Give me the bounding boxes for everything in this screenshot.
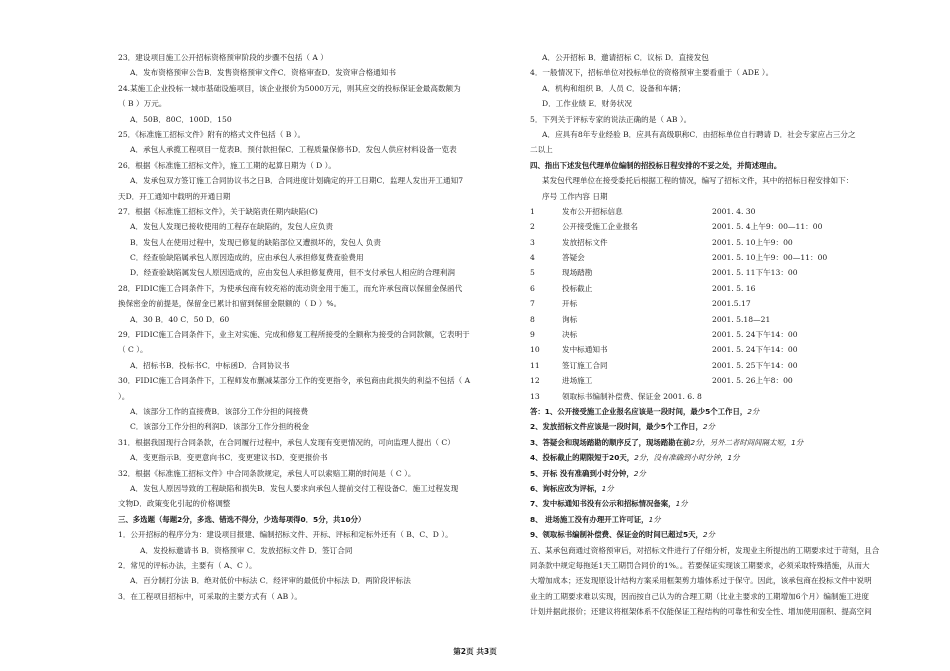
schedule-row [530, 389, 902, 404]
left_lines-line: C．该部分工作分担的利润D．该部分工作分担的税金 [130, 422, 309, 432]
section5-line: 业主的工期要求难以实现，因而按自己认为的合理工期（比业主要求的工期增加6个月）编制施工进度 [530, 591, 869, 601]
schedule-date: 2001. 5. 10上午9：00 [712, 237, 793, 247]
left_lines-line: A．该部分工作的直接费B．该部分工作分担的间接费 [130, 406, 309, 416]
answer-points: 1分 [648, 514, 661, 524]
right_lines-line: A．机构和组织 B．人员 C．设备和车辆； [542, 83, 686, 93]
answer-text: 6、询标应改为评标， [530, 483, 602, 493]
schedule-date: 2001. 5. 16 [712, 283, 756, 293]
schedule-number: 1 [530, 206, 535, 216]
answer-points: 2分 [702, 530, 715, 540]
answer-line [530, 496, 902, 511]
answer-line [530, 512, 902, 527]
schedule-item: 答疑会 [562, 253, 585, 263]
schedule-row [530, 296, 902, 311]
answer-line [530, 435, 902, 450]
schedule-number: 10 [530, 345, 540, 355]
answer-points: 2分 [702, 422, 715, 432]
schedule-number: 6 [530, 283, 535, 293]
left_lines-line: 28．FIDIC施工合同条件下，为使承包商有较充裕的流动资金用于施工，而允许承包商以保留金保函代 [118, 283, 463, 293]
schedule-item: 现场踏勘 [562, 268, 593, 278]
answer-text: 答：1、公开接受施工企业报名应该是一段时间，最少5个工作日， [530, 406, 748, 416]
schedule-number: 5 [530, 268, 535, 278]
right_lines-line: 5．下列关于评标专家的说法正确的是（ AB ）。 [530, 114, 692, 124]
left_lines-line: （ C ）。 [118, 345, 148, 355]
schedule-number: 7 [530, 299, 535, 309]
right_lines-line: 二以上 [530, 145, 553, 155]
left_lines-line: A．发包人发现已接收使用的工程存在缺陷的，发包人应负责 [130, 222, 333, 232]
schedule-item: 领取标书编制补偿费、保证金 2001. 6. 8 [562, 391, 702, 401]
right-column [530, 50, 902, 619]
page-footer: 第2页 共3页 [453, 647, 497, 656]
schedule-number: 13 [530, 391, 540, 401]
schedule-row [530, 373, 902, 388]
schedule-number: 3 [530, 237, 535, 247]
schedule-item: 决标 [562, 330, 578, 340]
answer-line [530, 404, 902, 419]
left_lines-line: 25．《标准施工招标文件》附有的格式文件包括（ B ）。 [118, 129, 306, 139]
left_lines-line: A．承包人承揽工程项目一览表B．预付款担保C．工程质量保修书D．发包人供应材料设备一览表 [130, 145, 457, 155]
schedule-item: 发放招标文件 [562, 237, 608, 247]
right_lines-line: A．应具有8年专业经验 B．应具有高级职称C．由招标单位自行聘请 D．社会专家应占三分之 [542, 129, 856, 139]
answer-text: 2、发放招标文件应该是一段时间，最少5个工作日， [530, 422, 703, 432]
answer-text: 3、答疑会和现场踏勘的顺序反了，现场踏勘在前 [530, 437, 691, 447]
section5-line: 大增加成本；还发现原设计结构方案采用框架剪力墙体系过于保守。因此，该承包商在投标文件中说明 [530, 576, 872, 586]
schedule-date: 2001. 5. 25下午14：00 [712, 360, 798, 370]
left_lines-line: 32．根据《标准施工招标文件》中合同条款规定，承包人可以索赔工期的时间是（ C ）。 [118, 468, 416, 478]
schedule-row [530, 312, 902, 327]
schedule-item: 进场施工 [562, 376, 593, 386]
left_lines-line: 23．建设项目施工公开招标资格预审阶段的步骤不包括（ A ） [118, 53, 328, 62]
left_lines-line: B．发包人在使用过程中，发现已修复的缺陷部位又遭损坏的，发包人 负责 [130, 237, 381, 247]
answer-points: 1分 [675, 499, 688, 509]
answer-line [530, 527, 902, 542]
answer-text: 5、开标 没有准确到小时分钟， [530, 468, 634, 478]
left_lines-line: 天D．开工通知中载明的开通日期 [118, 191, 231, 201]
left_lines-line: A．发承包双方签订施工合同协议书之日B．合同进度计划确定的开工日期C．监理人发出开工通知7 [130, 176, 464, 186]
left_lines-line: （ B ）万元。 [118, 99, 167, 109]
left_lines-line: A．变更指示B．变更意向书C．变更建议书D．变更报价书 [130, 453, 328, 463]
left_lines-line: 31．根据我国现行合同条款，在合同履行过程中，承包人发现有变更情况的，可向监理人提出（ C） [118, 437, 455, 447]
section5-line: 计划并据此报价；还建议将框架体系不仅能保证工程结构的可靠性和安全性、增加使用面积、提高空间 [530, 607, 872, 617]
schedule-row [530, 219, 902, 234]
schedule-item: 签订施工合同 [562, 360, 608, 370]
left_lines-line: 26．根据《标准施工招标文件》，施工工期的起算日期为（ D ）。 [118, 160, 337, 170]
left_lines-line: C．经查验缺陷属承包人原因造成的，应由承包人承担修复费查验费用 [130, 253, 364, 263]
schedule-item: 发布公开招标信息 [562, 206, 623, 216]
left_lines-line: 30．FIDIC施工合同条件下，工程师发布删减某部分工作的变更指令，承包商由此损失的利益不包括（ A [118, 376, 471, 386]
right-column-questions [530, 50, 902, 189]
answer-text: 9、领取标书编制补偿费、保证金的时间已超过5天， [530, 530, 703, 540]
schedule-date: 2001. 5. 24下午14：00 [712, 330, 798, 340]
schedule-number: 8 [530, 314, 535, 324]
schedule-date: 2001. 5. 26上午8：00 [712, 376, 793, 386]
schedule-item: 开标 [562, 299, 578, 309]
left_lines-line: A．30 B．40 C．50 D．60 [130, 314, 230, 324]
left_lines-line: A．发投标邀请书 B．资格预审 C．发放招标文件 D．签订合同 [140, 545, 353, 555]
left_lines-line: 3．在工程项目招标中，可采取的主要方式有（ AB ）。 [118, 591, 302, 601]
answer-list [530, 404, 902, 543]
left-column [118, 50, 490, 604]
right_lines-line: A．公开招标 B．邀请招标 C．议标 D．直接发包 [542, 53, 709, 62]
left_lines-line: 换保密金的前提是，保留金已累计扣留到保留金限额的（ D ）%。 [118, 299, 342, 309]
left_lines-line: A．50B．80C．100D．150 [130, 114, 232, 124]
right_lines-line: 某发包代理单位在接受委托后根据工程的情况，编写了招标文件，其中的招标日程安排如下： [542, 176, 854, 186]
schedule-number: 2 [530, 222, 535, 232]
schedule-item: 投标截止 [562, 283, 593, 293]
schedule-date: 2001. 5. 24下午14：00 [712, 345, 798, 355]
answer-line [530, 466, 902, 481]
schedule-item: 发中标通知书 [562, 345, 608, 355]
left_lines-line: 2．常见的评标办法，主要有（ A、C ）。 [118, 560, 257, 570]
schedule-item: 询标 [562, 314, 578, 324]
answer-line [530, 481, 902, 496]
schedule-item: 公开接受施工企业报名 [562, 222, 638, 232]
left_lines-line: D．经查验缺陷属发包人原因造成的，应由发包人承担修复费用，但不支付承包人相应的合理利润 [130, 268, 456, 278]
schedule-date [712, 389, 902, 404]
answer-text: 4、投标截止的期限短于20天， [530, 453, 635, 463]
left_lines-line: 29．FIDIC施工合同条件下，业主对实施、完成和修复工程所接受的全额称为接受的合同款额，它表明于 [118, 330, 470, 340]
schedule-date: 2001. 5. 11下午13：00 [712, 268, 798, 278]
left_lines-line: A．百分制打分法 B．绝对低价中标法 C．经评审的最低价中标法 D．两阶段评标法 [130, 576, 411, 586]
schedule-date: 2001. 5. 10上午9：00—11：00 [712, 253, 828, 263]
section5-line: 同条款中规定每拖延1天工期罚合同价的1%。。若要保证实现该工期要求，必须采取特殊措施，从而大 [530, 560, 870, 570]
schedule-number: 12 [530, 376, 540, 386]
left_lines-line: 文物D．政策变化引起的价格调整 [118, 499, 231, 509]
right_lines-line: 四、指出下述发包代理单位编制的招投标日程安排的不妥之处，并简述理由。 [530, 160, 782, 170]
answer-text: 8、 进场施工没有办理开工许可证， [530, 514, 649, 524]
answer-points: 2分，没有准确到小时分钟，1分 [634, 453, 740, 463]
left_lines-line: ）。 [118, 391, 130, 401]
answer-text: 7、发中标通知书没有公示和招标情况备案， [530, 499, 676, 509]
schedule-date: 2001.5.17 [712, 299, 751, 309]
schedule-row [530, 235, 902, 250]
schedule-number: 4 [530, 253, 535, 263]
schedule-row [530, 342, 902, 357]
answer-line [530, 450, 902, 465]
schedule-table [530, 204, 902, 404]
schedule-date: 2001. 4. 30 [712, 206, 756, 216]
schedule-date: 2001. 5. 4上午9：00—11：00 [712, 222, 823, 232]
left_lines-line: A．发布资格预审公告B．发售资格预审文件C．资格审查D．发资审合格通知书 [130, 68, 396, 78]
section5-line: 五、某承包商通过资格预审后，对招标文件进行了仔细分析，发现业主所提出的工期要求过于苛刻，且合 [530, 545, 880, 555]
schedule-row [530, 327, 902, 342]
left_lines-line: 24.某施工企业投标一城市基础设施项目，该企业报价为5000万元，则其应交的投标保证金最高数额为 [118, 83, 461, 93]
answer-points: 1分 [601, 483, 614, 493]
answer-points: 2分 [633, 468, 646, 478]
left_lines-line: 27．根据《标准施工招标文件》，关于缺陷责任期内缺陷(C) [118, 206, 318, 216]
left_lines-line: A．招标书B．投标书C．中标函D．合同协议书 [130, 360, 290, 370]
schedule-row [530, 281, 902, 296]
right_lines-line: D．工作业绩 E．财务状况 [542, 99, 632, 109]
left_lines-line: 三、多选题（每题2分，多选、错选不得分，少选每项得0．5分，共10分） [118, 514, 366, 524]
schedule-row [530, 358, 902, 373]
section-five [530, 543, 902, 620]
left_lines-line: A．发包人原因导致的工程缺陷和损失B．发包人要求向承包人提前交付工程设备C．施工过程发现 [130, 483, 459, 493]
left_lines-line: 1．公开招标的程序分为：建设项目报建、编制招标文件、开标、评标和定标外还有（ B、C、D ）。 [118, 530, 453, 540]
schedule-row [530, 250, 902, 265]
right_lines-line: 4．一般情况下，招标单位对投标单位的资格预审主要看重于（ ADE ）。 [530, 68, 774, 78]
answer-line [530, 419, 902, 434]
schedule-header: 序号 工作内容 日期 [542, 191, 608, 201]
answer-points: 2分，另外二者时间间隔太短，1分 [690, 437, 804, 447]
answer-points: 2分 [747, 406, 760, 416]
schedule-number: 9 [530, 330, 535, 340]
schedule-number: 11 [530, 360, 540, 370]
schedule-row [530, 204, 902, 219]
schedule-date: 2001. 5.18—21 [712, 314, 771, 324]
schedule-row [530, 265, 902, 280]
